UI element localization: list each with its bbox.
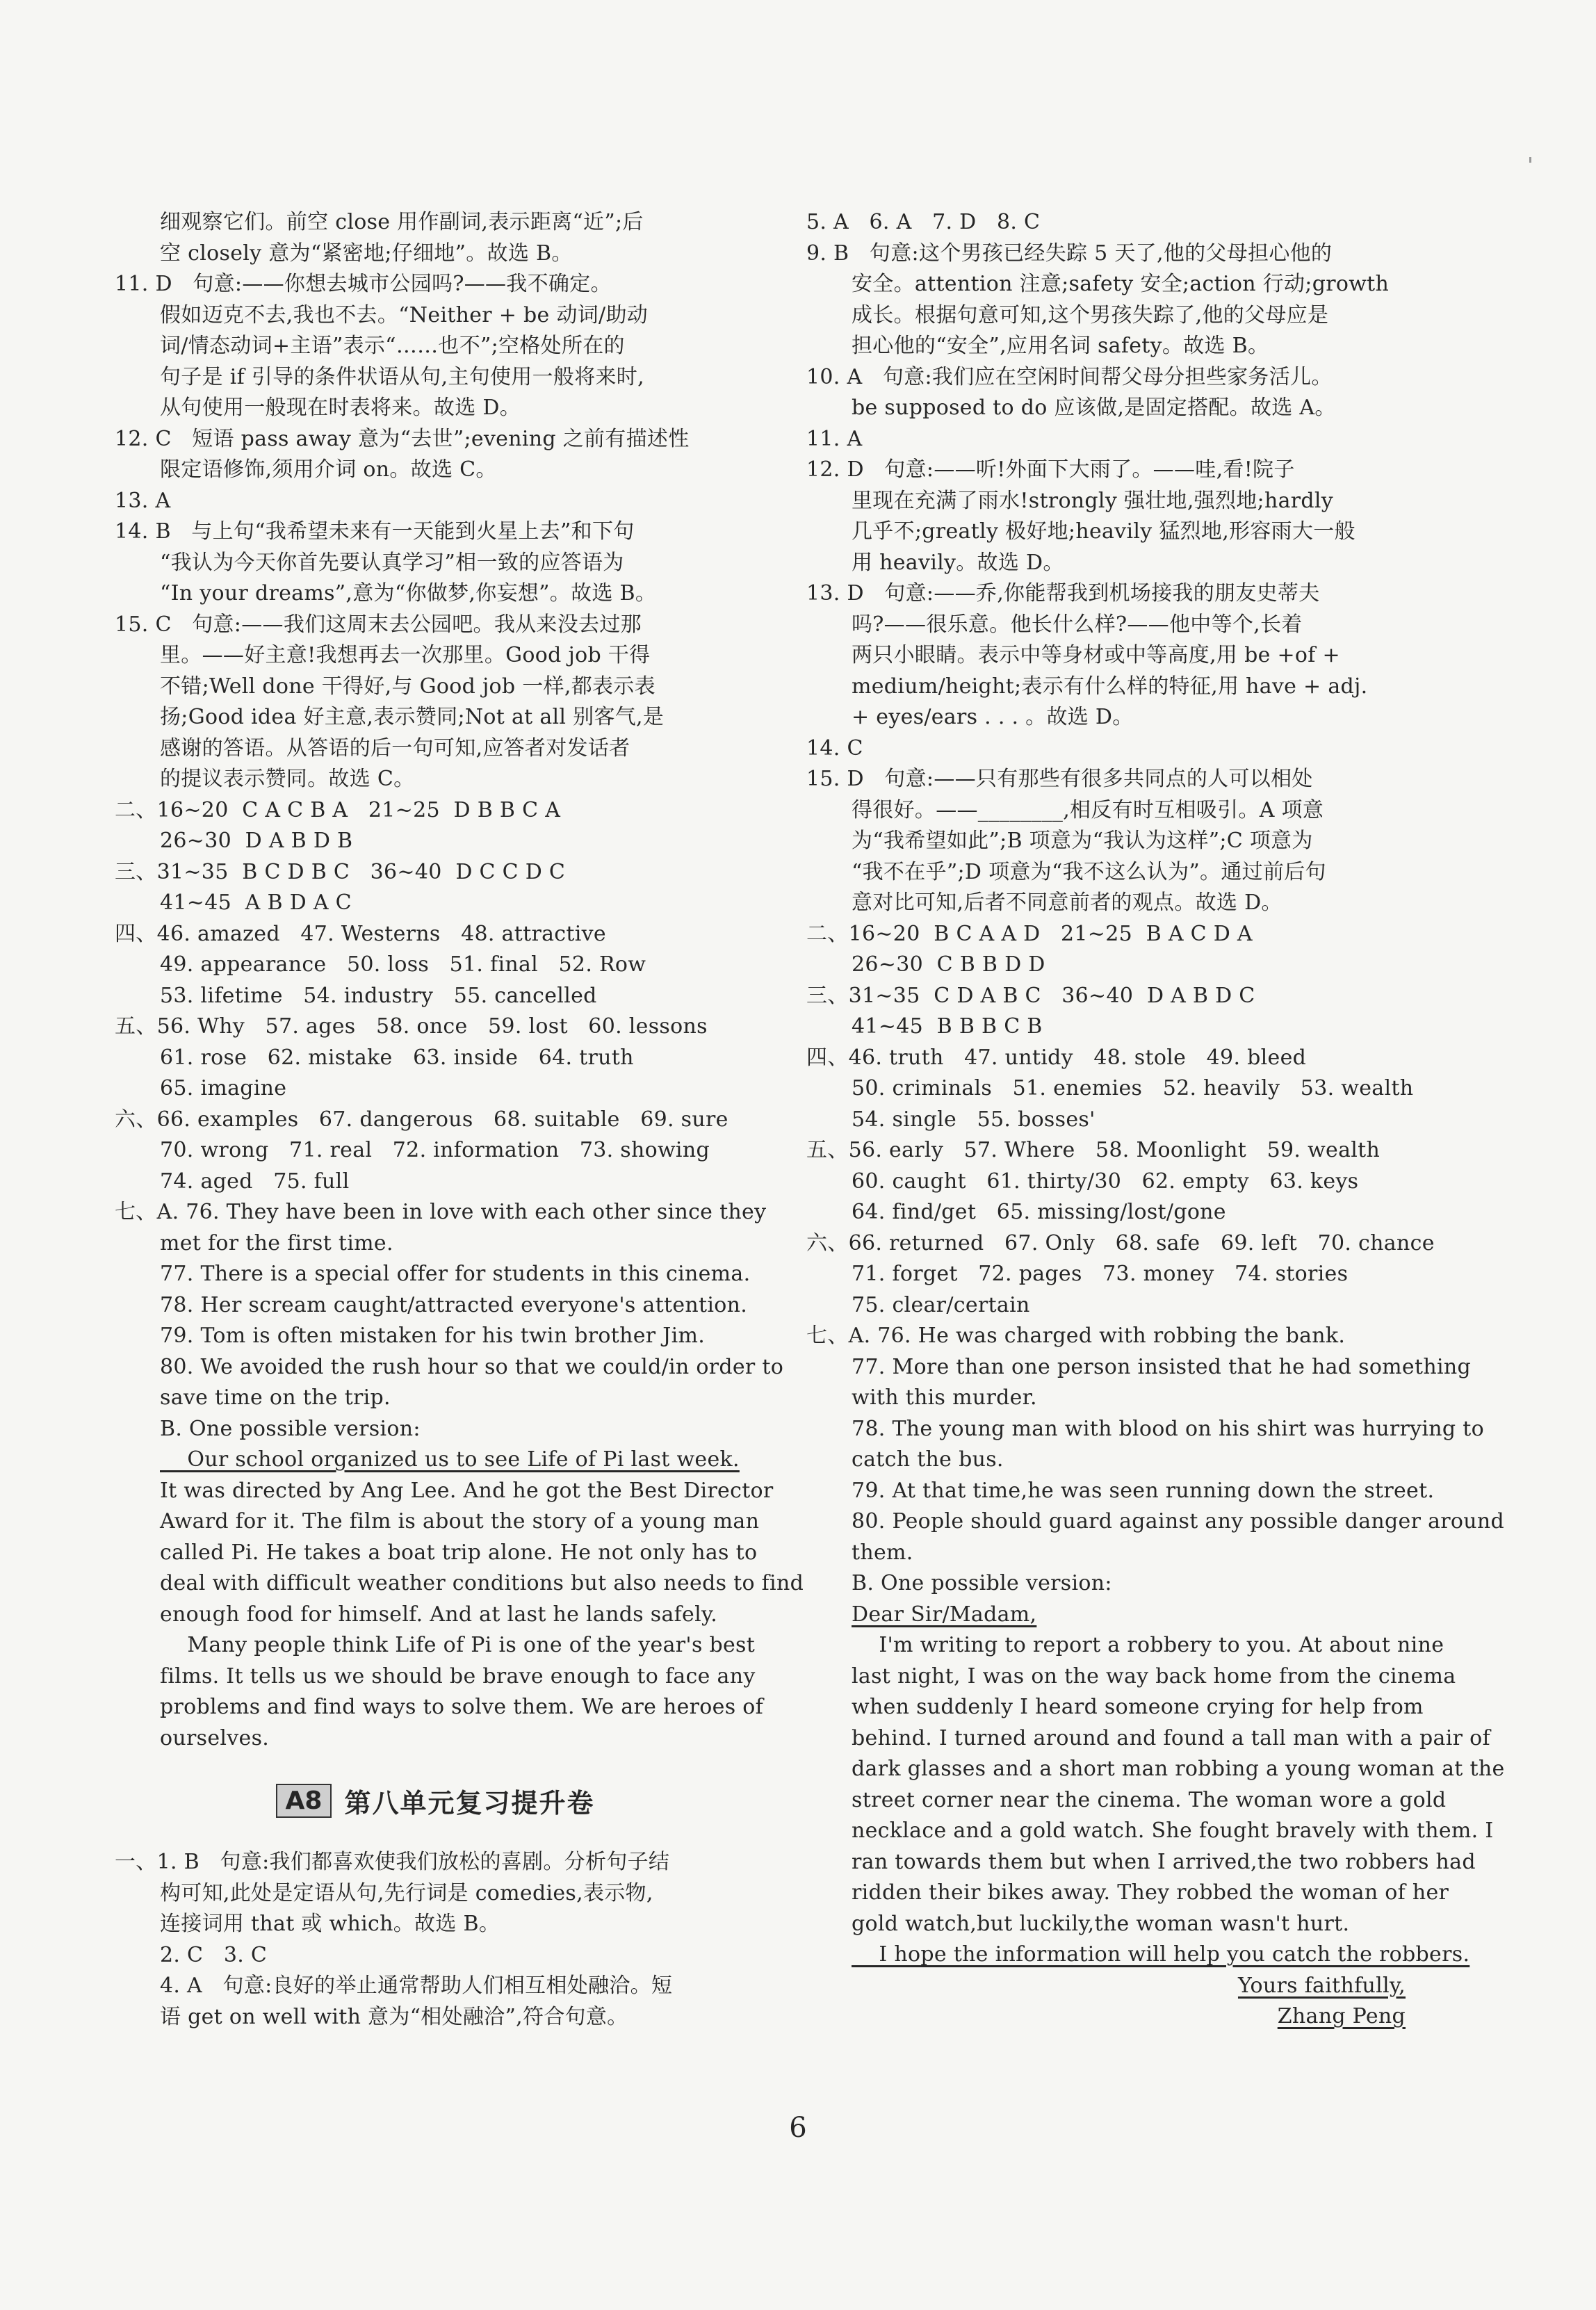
text-line: 78. The young man with blood on his shirt was hurrying to <box>852 1416 1484 1441</box>
text-line: 感谢的答语。从答语的后一句可知,应答者对发话者 <box>160 735 630 760</box>
text-line: 13. D 句意:——乔,你能帮我到机场接我的朋友史蒂夫 <box>806 581 1320 605</box>
text-line: 一、1. B 句意:我们都喜欢使我们放松的喜剧。分析句子结 <box>115 1850 670 1874</box>
text-line: Award for it. The film is about the story of a young man <box>160 1509 760 1534</box>
text-line: 七、A. 76. He was charged with robbing the bank. <box>806 1324 1346 1348</box>
text-line: 74. aged 75. full <box>160 1169 350 1194</box>
text-line: 不错;Well done 干得好,与 Good job 一样,都表示表 <box>160 674 656 699</box>
text-line: 65. imagine <box>160 1076 287 1100</box>
text-line: “我不在乎”;D 项意为“我不这么认为”。通过前后句 <box>852 859 1326 884</box>
text-line: 77. More than one person insisted that he had something <box>852 1354 1471 1379</box>
text-line: films. It tells us we should be brave enough to face any <box>160 1664 756 1689</box>
text-line: 26~30 C B B D D <box>852 952 1045 977</box>
text-line: dark glasses and a short man robbing a young woman at the <box>852 1757 1505 1781</box>
section-title-text: 第八单元复习提升卷 <box>344 1787 595 1819</box>
section-title <box>115 1754 756 1847</box>
text-line: Yours faithfully, <box>1237 1973 1406 1998</box>
text-line: 限定语修饰,须用介词 on。故选 C。 <box>160 457 497 482</box>
text-line: 80. People should guard against any possible danger around <box>852 1509 1505 1534</box>
text-line: street corner near the cinema. The woman wore a gold <box>852 1787 1447 1812</box>
right-column <box>806 207 1505 2033</box>
text-line: 5. A 6. A 7. D 8. C <box>806 210 1041 234</box>
text-line: 为“我希望如此”;B 项意为“我认为这样”;C 项意为 <box>852 829 1313 853</box>
text-line: 61. rose 62. mistake 63. inside 64. truth <box>160 1045 634 1070</box>
text-line: 语 get on well with 意为“相处融洽”,符合句意。 <box>160 2004 628 2029</box>
text-line: 四、46. amazed 47. Westerns 48. attractive <box>115 921 606 946</box>
text-line: 构可知,此处是定语从句,先行词是 comedies,表示物, <box>160 1880 653 1905</box>
text-line: called Pi. He takes a boat trip alone. He not only has to <box>160 1540 758 1565</box>
text-line: B. One possible version: <box>852 1571 1112 1595</box>
text-line: 三、31~35 C D A B C 36~40 D A B D C <box>806 983 1255 1008</box>
left-column <box>115 207 804 2033</box>
text-line: medium/height;表示有什么样的特征,用 have + adj. <box>852 674 1368 699</box>
text-line: save time on the trip. <box>160 1385 391 1410</box>
text-line: 64. find/get 65. missing/lost/gone <box>852 1200 1226 1224</box>
text-line: B. One possible version: <box>160 1416 421 1441</box>
text-line: 五、56. Why 57. ages 58. once 59. lost 60. lessons <box>115 1014 708 1039</box>
text-line: 扬;Good idea 好主意,表示赞同;Not at all 别客气,是 <box>160 705 665 729</box>
text-line: 的提议表示赞同。故选 C。 <box>160 767 415 791</box>
text-line: 13. A <box>115 488 171 513</box>
text-line: 词/情态动词+主语”表示“……也不”;空格处所在的 <box>160 334 625 358</box>
text-line: 细观察它们。前空 close 用作副词,表示距离“近”;后 <box>160 210 644 234</box>
text-line: 三、31~35 B C D B C 36~40 D C C D C <box>115 859 566 884</box>
text-line: It was directed by Ang Lee. And he got the Best Director <box>160 1478 774 1503</box>
text-line: 里。——好主意!我想再去一次那里。Good job 干得 <box>160 643 651 667</box>
text-line: 80. We avoided the rush hour so that we could/in order to <box>160 1354 784 1379</box>
text-line: 连接词用 that 或 which。故选 B。 <box>160 1912 500 1936</box>
text-line: 79. Tom is often mistaken for his twin brother Jim. <box>160 1324 706 1348</box>
text-line: met for the first time. <box>160 1230 393 1255</box>
page-number: 6 <box>789 2112 807 2144</box>
text-line: 两只小眼睛。表示中等身材或中等高度,用 be +of + <box>852 643 1340 667</box>
scan-mark <box>1529 157 1531 163</box>
text-line: ran towards them but when I arrived,the two robbers had <box>852 1849 1476 1874</box>
text-line: 六、66. returned 67. Only 68. safe 69. left 70. chance <box>806 1230 1435 1255</box>
text-line: Dear Sir/Madam, <box>852 1602 1037 1627</box>
text-line: I'm writing to report a robbery to you. At about nine <box>852 1633 1444 1657</box>
text-line: 78. Her scream caught/attracted everyone's attention. <box>160 1292 748 1317</box>
text-line: when suddenly I heard someone crying for help from <box>852 1695 1424 1719</box>
text-line: 二、16~20 C A C B A 21~25 D B B C A <box>115 797 561 822</box>
text-line: 50. criminals 51. enemies 52. heavily 53. wealth <box>852 1076 1414 1100</box>
text-line: 几乎不;greatly 极好地;heavily 猛烈地,形容雨大一般 <box>852 519 1355 544</box>
text-line: gold watch,but luckily,the woman wasn't hurt. <box>852 1911 1350 1936</box>
text-line: 二、16~20 B C A A D 21~25 B A C D A <box>806 921 1253 946</box>
text-line: be supposed to do 应该做,是固定搭配。故选 A。 <box>852 396 1336 420</box>
text-line: 11. A <box>806 426 863 451</box>
text-line: catch the bus. <box>852 1447 1004 1472</box>
text-line: 75. clear/certain <box>852 1292 1030 1317</box>
text-line: 14. C <box>806 735 863 760</box>
text-line: 吗?——很乐意。他长什么样?——他中等个,长着 <box>852 612 1303 637</box>
text-line: 五、56. early 57. Where 58. Moonlight 59. wealth <box>806 1138 1381 1162</box>
text-line: “In your dreams”,意为“你做梦,你妄想”。故选 B。 <box>160 581 657 605</box>
text-line: problems and find ways to solve them. We are heroes of <box>160 1695 764 1719</box>
text-line: 15. D 句意:——只有那些有很多共同点的人可以相处 <box>806 767 1313 791</box>
text-line: 意对比可知,后者不同意前者的观点。故选 D。 <box>852 890 1282 915</box>
text-line: 15. C 句意:——我们这周末去公园吧。我从来没去过那 <box>115 612 642 637</box>
text-line: 10. A 句意:我们应在空闲时间帮父母分担些家务活儿。 <box>806 364 1333 389</box>
text-line: 假如迈克不去,我也不去。“Neither + be 动词/助动 <box>160 302 649 327</box>
text-line: 49. appearance 50. loss 51. final 52. Row <box>160 952 646 977</box>
text-line: 60. caught 61. thirty/30 62. empty 63. keys <box>852 1169 1359 1194</box>
text-line: 空 closely 意为“紧密地;仔细地”。故选 B。 <box>160 241 573 266</box>
text-line: 26~30 D A B D B <box>160 829 353 853</box>
text-line: 41~45 A B D A C <box>160 890 352 915</box>
text-line: 71. forget 72. pages 73. money 74. stories <box>852 1262 1349 1286</box>
text-line: deal with difficult weather conditions but also needs to find <box>160 1571 804 1595</box>
text-line: 安全。attention 注意;safety 安全;action 行动;growth <box>852 272 1390 296</box>
text-line: behind. I turned around and found a tall man with a pair of <box>852 1725 1490 1750</box>
text-line: I hope the information will help you catch the robbers. <box>852 1942 1470 1967</box>
text-line: ourselves. <box>160 1725 270 1750</box>
text-line: 四、46. truth 47. untidy 48. stole 49. bleed <box>806 1045 1307 1070</box>
text-line: 41~45 B B B C B <box>852 1014 1043 1039</box>
text-line: Our school organized us to see Life of Pi last week. <box>160 1447 740 1472</box>
text-line: 53. lifetime 54. industry 55. cancelled <box>160 983 597 1008</box>
text-line: 54. single 55. bosses' <box>852 1107 1096 1132</box>
text-line: 2. C 3. C <box>160 1942 268 1967</box>
text-line: 12. C 短语 pass away 意为“去世”;evening 之前有描述性 <box>115 426 690 451</box>
text-line: 七、A. 76. They have been in love with each other since they <box>115 1200 767 1224</box>
text-line: 11. D 句意:——你想去城市公园吗?——我不确定。 <box>115 272 612 296</box>
section-badge: A8 <box>276 1784 332 1818</box>
text-line: enough food for himself. And at last he lands safely. <box>160 1602 718 1627</box>
text-line: them. <box>852 1540 913 1565</box>
text-line: 4. A 句意:良好的举止通常帮助人们相互相处融洽。短 <box>160 1974 673 1998</box>
text-line: 79. At that time,he was seen running down the street. <box>852 1478 1435 1503</box>
text-line: 70. wrong 71. real 72. information 73. showing <box>160 1138 710 1162</box>
text-line: 12. D 句意:——听!外面下大雨了。——哇,看!院子 <box>806 457 1295 482</box>
text-line: with this murder. <box>852 1385 1037 1410</box>
text-line: 六、66. examples 67. dangerous 68. suitable 69. sure <box>115 1107 728 1132</box>
text-line: 用 heavily。故选 D。 <box>852 550 1064 575</box>
text-line: ridden their bikes away. They robbed the woman of her <box>852 1880 1449 1905</box>
text-line: 9. B 句意:这个男孩已经失踪 5 天了,他的父母担心他的 <box>806 241 1333 266</box>
text-line: + eyes/ears . . . 。故选 D。 <box>852 705 1134 729</box>
text-line: Many people think Life of Pi is one of the year's best <box>160 1633 756 1657</box>
text-line: 句子是 if 引导的条件状语从句,主句使用一般将来时, <box>160 364 644 389</box>
text-line: “我认为今天你首先要认真学习”相一致的应答语为 <box>160 550 624 575</box>
text-line: necklace and a gold watch. She fought bravely with them. I <box>852 1819 1494 1843</box>
text-line: 14. B 与上句“我希望未来有一天能到火星上去”和下句 <box>115 519 635 544</box>
text-line: 77. There is a special offer for students in this cinema. <box>160 1262 751 1286</box>
text-line: 得很好。——________,相反有时互相吸引。A 项意 <box>852 797 1324 822</box>
text-line: Zhang Peng <box>1277 2004 1406 2028</box>
text-line: 成长。根据句意可知,这个男孩失踪了,他的父母应是 <box>852 302 1329 327</box>
text-line: 担心他的“安全”,应用名词 safety。故选 B。 <box>852 334 1269 358</box>
text-line: 从句使用一般现在时表将来。故选 D。 <box>160 396 521 420</box>
text-line: last night, I was on the way back home from the cinema <box>852 1664 1456 1689</box>
text-line: 里现在充满了雨水!strongly 强壮地,强烈地;hardly <box>852 488 1334 513</box>
